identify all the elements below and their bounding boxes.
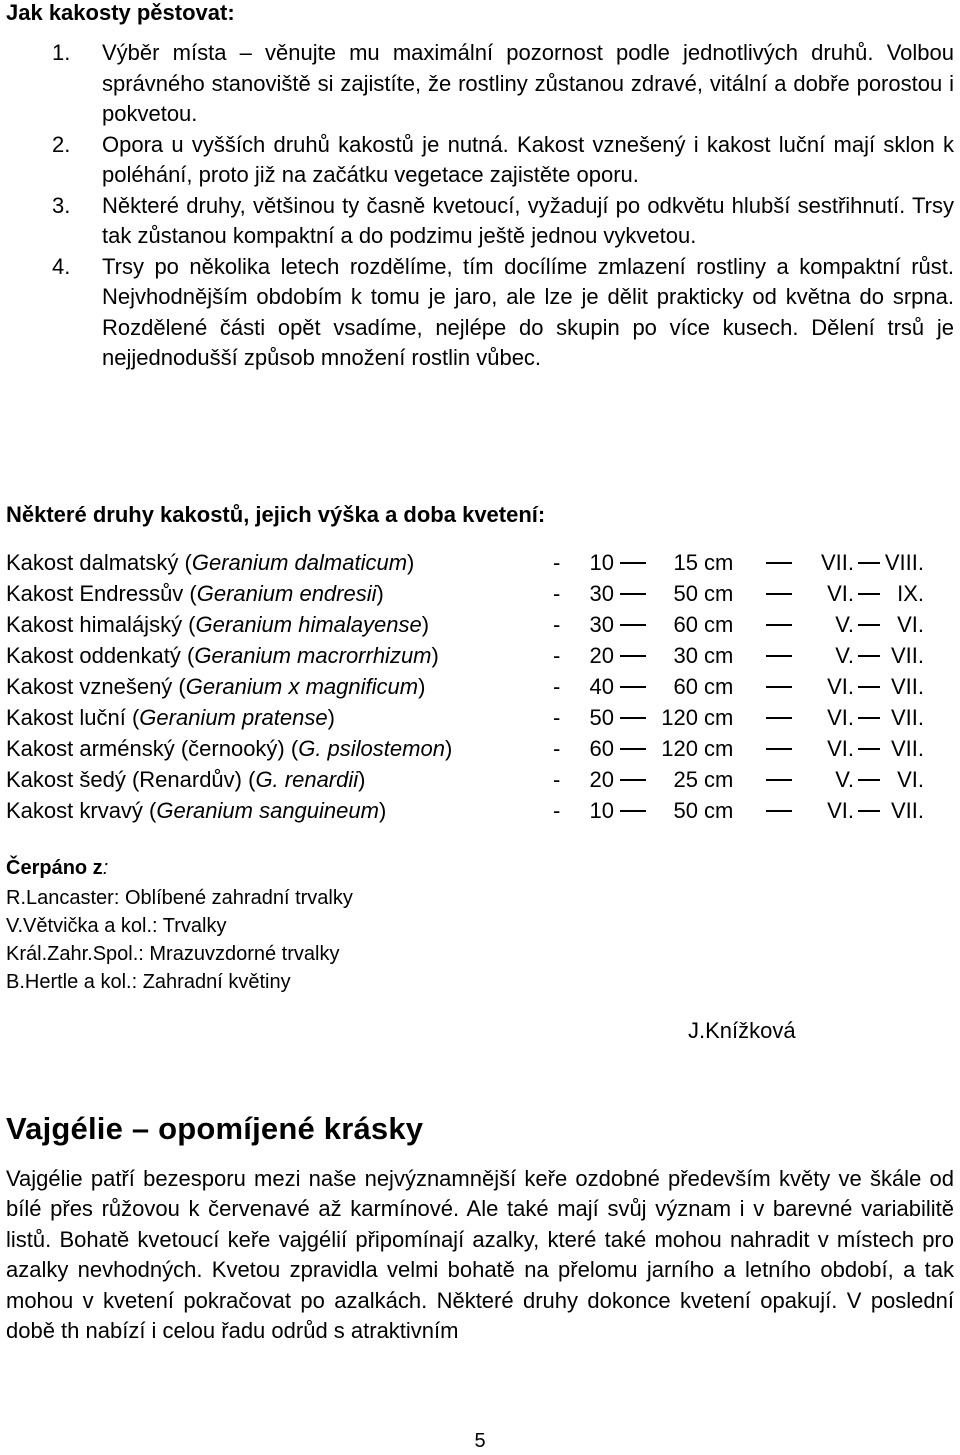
bloom-end: VI. [897, 767, 924, 792]
step-number: 3. [52, 192, 71, 218]
bloom-start: VI. [827, 705, 854, 730]
species-name-close: ) [444, 736, 453, 761]
step-item [0, 130, 960, 191]
bloom-start: VI. [827, 581, 854, 606]
species-row [6, 578, 956, 609]
growing-steps-list [0, 38, 960, 374]
species-common-name: Kakost krvavý ( [6, 798, 157, 823]
range-line [858, 686, 880, 688]
range-line [766, 717, 792, 719]
species-row [6, 640, 956, 671]
range-line [766, 655, 792, 657]
range-line [766, 779, 792, 781]
species-latin-name: Geranium himalayense [195, 612, 422, 637]
species-name-close: ) [358, 767, 366, 792]
species-row [6, 764, 956, 795]
height-to: 30 [673, 643, 698, 668]
section-heading-growing: Jak kakosty pěstovat: [6, 0, 235, 25]
step-item [0, 38, 960, 130]
source-item: B.Hertle a kol.: Zahradní květiny [6, 971, 291, 993]
height-unit: cm [704, 550, 734, 575]
weigela-paragraph: Vajgélie patří bezesporu mezi naše nejvýznamnější keře ozdobné především květy ve škále od bílé přes růžovou k červenavé až karmínové. Ale také mají svůj význam i v barevné variabilitě listů. Bohatě kvetoucí keře vajgélií připomínají azalky, které také mohou nahradit v místech pro azalky nevhodných. Kvetou zpravidla velmi bohatě na přelomu jarního a letního období, a tak mohou v kvetení pokračovat po azalkách. Některé druhy dokonce kvetení opakují. V poslední době th nabízí i celou řadu odrůd s atraktivním [6, 1166, 954, 1344]
species-common-name: Kakost himalájský ( [6, 612, 196, 637]
species-name [6, 578, 384, 609]
range-line [858, 655, 880, 657]
species-heading: Některé druhy kakostů, jejich výška a doba kvetení: [6, 502, 546, 527]
height-from: 30 [589, 581, 614, 606]
bloom-end: VII. [890, 736, 924, 761]
range-line [766, 593, 792, 595]
species-common-name: Kakost dalmatský ( [6, 550, 192, 575]
range-line [766, 686, 792, 688]
step-text: Opora u vyšších druhů kakostů je nutná. Kakost vznešený i kakost luční mají sklon k poléhání, proto již na začátku vegetace zajistěte oporu. [102, 131, 954, 187]
height-unit: cm [704, 674, 734, 699]
species-table [6, 547, 956, 826]
page-number: 5 [474, 1430, 486, 1452]
range-line [858, 810, 880, 812]
bloom-end: VII. [890, 643, 924, 668]
species-name [6, 671, 425, 702]
author-signature: J.Knížková [688, 1018, 796, 1043]
height-dash: - [553, 581, 561, 606]
species-latin-name: Geranium dalmaticum [191, 550, 408, 575]
bloom-start: VI. [827, 674, 854, 699]
range-line [620, 810, 646, 812]
height-from: 20 [589, 643, 614, 668]
species-name-close: ) [376, 581, 384, 606]
height-unit: cm [704, 736, 734, 761]
species-latin-name: Geranium endresii [196, 581, 377, 606]
range-line [766, 810, 792, 812]
species-common-name: Kakost vznešený ( [6, 674, 186, 699]
species-name-close: ) [327, 705, 335, 730]
height-from: 50 [589, 705, 614, 730]
species-name-close: ) [407, 550, 415, 575]
range-line [766, 748, 792, 750]
step-item [0, 191, 960, 252]
species-common-name: Kakost šedý (Renardův) ( [6, 767, 256, 792]
range-line [620, 686, 646, 688]
species-name-close: ) [418, 674, 426, 699]
range-line [620, 562, 646, 564]
source-item: V.Větvička a kol.: Trvalky [6, 915, 227, 937]
species-latin-name: Geranium sanguineum [156, 798, 379, 823]
step-number: 2. [52, 131, 71, 157]
step-number: 4. [52, 253, 71, 279]
species-name [6, 702, 335, 733]
species-row [6, 733, 956, 764]
species-name [6, 609, 429, 640]
source-item: Král.Zahr.Spol.: Mrazuvzdorné trvalky [6, 943, 340, 965]
height-to: 15 [673, 550, 698, 575]
sources-heading [6, 857, 108, 880]
height-from: 40 [589, 674, 614, 699]
species-name-close: ) [421, 612, 430, 637]
bloom-start: VI. [827, 798, 854, 823]
height-unit: cm [704, 581, 734, 606]
species-common-name: Kakost Endressův ( [6, 581, 197, 606]
height-from: 10 [589, 798, 614, 823]
height-from: 30 [589, 612, 614, 637]
height-from: 60 [589, 736, 614, 761]
bloom-start: V. [835, 643, 854, 668]
range-line [620, 655, 646, 657]
bloom-start: VII. [820, 550, 854, 575]
bloom-end: IX. [897, 581, 924, 606]
height-unit: cm [704, 767, 734, 792]
height-to: 50 [673, 798, 698, 823]
height-dash: - [553, 550, 561, 575]
step-text: Trsy po několika letech rozdělíme, tím docílíme zmlazení rostliny a kompaktní růst. Nejvhodnějším obdobím k tomu je jaro, ale lze je dělit prakticky od května do srpna. Rozdělené části opět vsadíme, nejlépe do skupin po více kusech. Dělení trsů je nejjednodušší způsob množení rostlin vůbec. [102, 253, 954, 370]
height-unit: cm [704, 798, 734, 823]
range-line [766, 624, 792, 626]
range-line [620, 748, 646, 750]
species-name [6, 764, 365, 795]
height-dash: - [553, 674, 561, 699]
sources-list [6, 884, 353, 996]
height-dash: - [553, 643, 561, 668]
species-row [6, 547, 956, 578]
species-row [6, 671, 956, 702]
species-latin-name: Geranium macrorrhizum [194, 643, 432, 668]
range-line [858, 717, 880, 719]
step-text: Některé druhy, většinou ty časně kvetoucí, vyžadují po odkvětu hlubší sestřihnutí. Trsy tak zůstanou kompaktní a do podzimu ještě jednou vykvetou. [102, 192, 954, 248]
height-dash: - [553, 736, 561, 761]
source-item: R.Lancaster: Oblíbené zahradní trvalky [6, 887, 353, 909]
step-number: 1. [52, 40, 71, 65]
height-unit: cm [704, 643, 734, 668]
sources-label-colon: : [102, 857, 109, 879]
height-to: 25 [673, 767, 698, 792]
height-to: 120 [661, 705, 698, 730]
height-dash: - [553, 798, 561, 823]
species-row [6, 702, 956, 733]
height-from: 20 [589, 767, 614, 792]
bloom-end: VII. [890, 705, 924, 730]
range-line [858, 624, 880, 626]
range-line [858, 593, 880, 595]
range-line [620, 779, 646, 781]
species-name [6, 547, 414, 578]
bloom-end: VII. [890, 798, 924, 823]
height-to: 50 [673, 581, 698, 606]
bloom-start: VI. [827, 736, 854, 761]
sources-label: Čerpáno z [6, 857, 103, 879]
species-latin-name: G. psilostemon [298, 736, 445, 761]
step-text: Výběr místa – věnujte mu maximální pozornost podle jednotlivých druhů. Volbou správného stanoviště si zajistíte, že rostliny zůstanou zdravé, vitální a dobře porostou i pokvetou. [102, 40, 954, 126]
section-heading-weigela: Vajgélie – opomíjené krásky [6, 1111, 424, 1146]
species-name [6, 640, 439, 671]
height-to: 60 [673, 612, 698, 637]
bloom-end: VII. [890, 674, 924, 699]
species-common-name: Kakost luční ( [6, 705, 140, 730]
species-latin-name: Geranium pratense [139, 705, 328, 730]
range-line [620, 593, 646, 595]
species-name [6, 795, 386, 826]
bloom-end: VI. [897, 612, 924, 637]
species-common-name: Kakost arménský (černooký) ( [6, 736, 299, 761]
height-from: 10 [589, 550, 614, 575]
range-line [620, 717, 646, 719]
bloom-end: VIII. [884, 550, 924, 575]
height-dash: - [553, 705, 561, 730]
height-dash: - [553, 612, 561, 637]
bloom-start: V. [835, 612, 854, 637]
species-name-close: ) [431, 643, 439, 668]
height-to: 60 [673, 674, 698, 699]
height-to: 120 [661, 736, 698, 761]
bloom-start: V. [835, 767, 854, 792]
species-common-name: Kakost oddenkatý ( [6, 643, 195, 668]
height-unit: cm [704, 612, 734, 637]
species-latin-name: G. renardii [255, 767, 359, 792]
height-unit: cm [704, 705, 734, 730]
species-name-close: ) [378, 798, 387, 823]
range-line [766, 562, 792, 564]
step-item [0, 252, 960, 374]
range-line [620, 624, 646, 626]
range-line [858, 779, 880, 781]
range-line [858, 748, 880, 750]
species-row [6, 609, 956, 640]
species-row [6, 795, 956, 826]
species-name [6, 733, 452, 764]
species-latin-name: Geranium x magnificum [185, 674, 419, 699]
range-line [858, 562, 880, 564]
height-dash: - [553, 767, 561, 792]
